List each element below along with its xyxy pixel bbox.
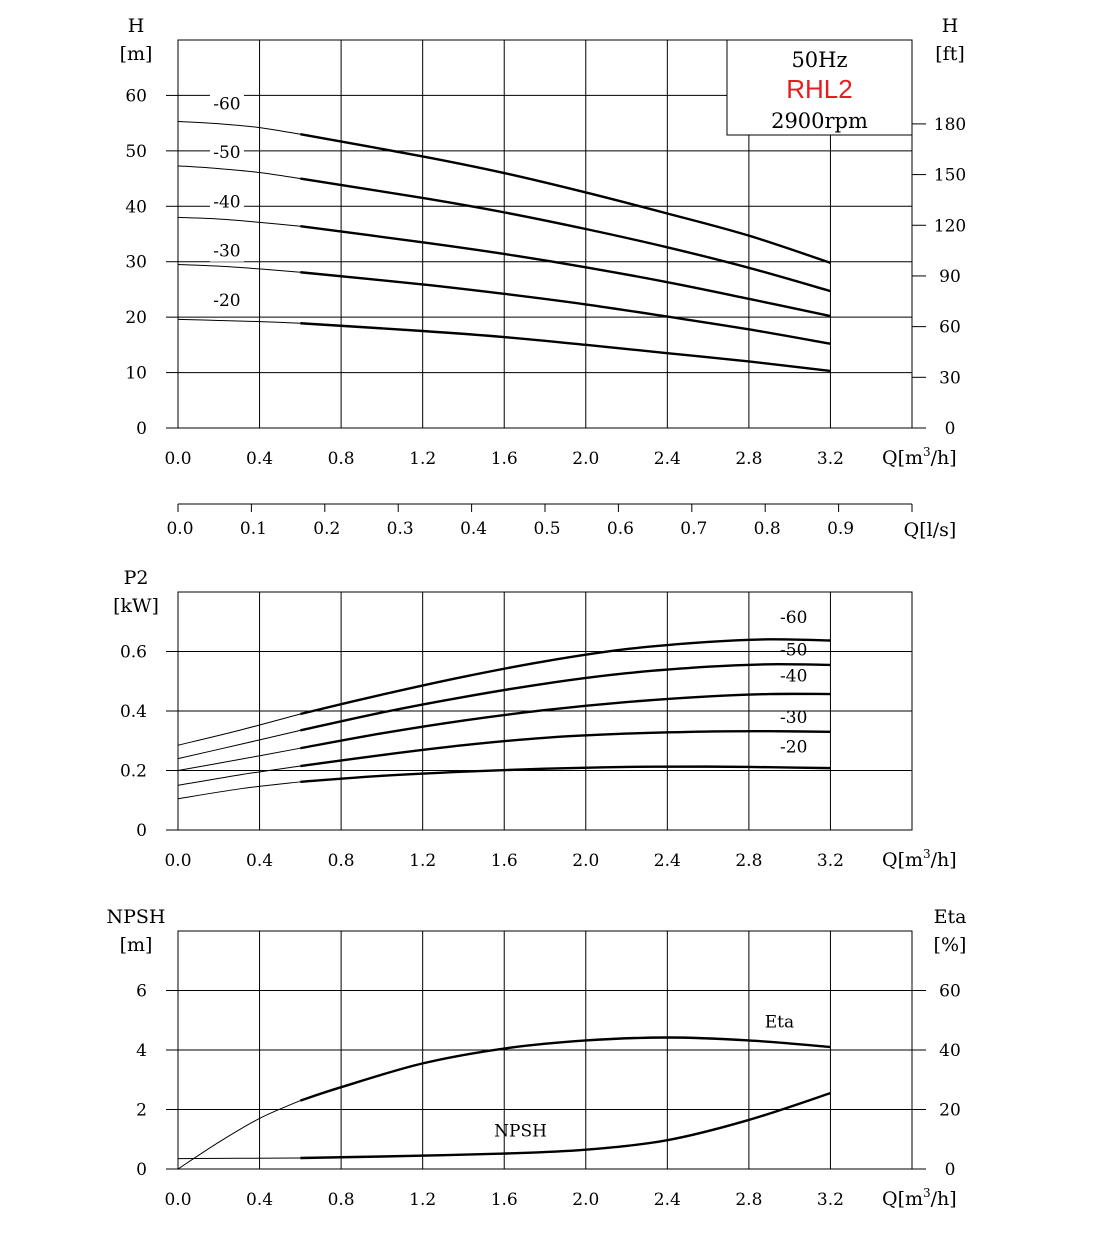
head-y-right-tick-label: 180 [933,114,967,135]
power-x-tick-label: 0.8 [327,851,355,871]
head-xlabel-sup: 3 [923,445,931,459]
head-y-right-tick-label: 150 [933,165,967,186]
power-series-20-line-thin [178,782,300,799]
npsh-eta-y-tick-label: 2 [136,1100,147,1121]
head-y-tick-label: 10 [125,363,147,384]
npsh-eta-y-right-tick-label: 0 [944,1160,956,1180]
power-x-tick-label: 2.0 [572,851,600,871]
head-series-50-line-thin [178,166,300,179]
npsh-eta-x-tick-label: 0.4 [246,1190,274,1210]
head-curve-label: -30 [213,241,241,262]
npsh-eta-x-tick-label: 1.2 [409,1190,437,1210]
power-series-20-line [300,767,830,782]
head-y-tick-label: 40 [125,197,147,218]
npsh-eta-ylabel-right-name: Eta [933,906,967,928]
npsh-eta-series-NPSH-line-thin [178,1158,300,1159]
head-xlabel-part: /h] [930,447,957,469]
head-ylabel-left-unit: [m] [119,43,153,65]
power-x-tick-label: 0.0 [164,851,192,871]
power-xlabel-part: Q[m [882,849,924,871]
head-y-tick-label: 0 [136,419,147,439]
power-ylabel-left-unit: [kW] [113,595,159,617]
power-x-tick-label: 1.2 [409,851,437,871]
flow-ls-tick-label: 0.8 [753,519,781,539]
head-x-tick-label: 0.8 [327,449,355,469]
head-curve-label: -20 [213,291,241,312]
head-curve-label: -60 [213,94,241,115]
npsh-eta-y-right-tick-label: 60 [939,981,961,1002]
head-y-right-tick-label: 0 [944,419,956,439]
head-y-right-tick-label: 120 [933,216,967,237]
npsh-eta-ylabel-left-unit: [m] [119,934,153,956]
power-y-tick-label: 0 [136,821,147,841]
head-y-tick-label: 60 [125,86,147,107]
head-ylabel-right-unit: [ft] [935,43,965,65]
power-xlabel-sup: 3 [923,847,931,861]
head-series-40-line-thin [178,217,300,226]
power-curve-label: -60 [780,608,808,629]
power-series-40-line [300,694,830,748]
head-ylabel-right-name: H [941,15,959,37]
flow-ls-tick-label: 0.0 [166,519,194,539]
npsh-eta-x-tick-label: 2.4 [653,1190,681,1210]
head-x-tick-label: 2.4 [653,449,681,469]
npsh-eta-y-tick-label: 4 [136,1041,147,1061]
head-y-right-tick-label: 60 [939,317,961,338]
head-y-tick-label: 20 [125,308,147,329]
npsh-eta-xlabel-sup: 3 [923,1186,931,1200]
head-ylabel-left-name: H [127,15,145,37]
head-y-right-tick-label: 90 [939,266,961,287]
power-x-tick-label: 2.4 [653,851,681,871]
power-series-60-line [300,639,830,714]
head-y-tick-label: 30 [125,252,147,273]
head-xlabel [882,445,957,469]
npsh-eta-ylabel-right-unit: [%] [933,934,967,956]
power-curve-label: -50 [780,640,808,661]
head-x-tick-label: 0.4 [246,449,274,469]
flow-ls-tick-label: 0.2 [313,519,341,539]
head-x-tick-label: 3.2 [816,449,844,469]
power-y-tick-label: 0.2 [119,761,147,782]
npsh-eta-xlabel-part: /h] [930,1188,957,1210]
npsh-eta-x-tick-label: 2.0 [572,1190,600,1210]
npsh-eta-curve-label: Eta [764,1012,795,1033]
npsh-eta-x-tick-label: 0.0 [164,1190,192,1210]
head-series-30-line-thin [178,264,300,272]
head-info-model: RHL2 [786,74,853,104]
power-curve-label: -30 [780,707,808,728]
power-series-50-line [300,664,830,730]
head-series-50-line [300,179,830,292]
head-x-tick-label: 2.0 [572,449,600,469]
npsh-eta-y-right-tick-label: 40 [939,1041,961,1061]
power-series-40-line-thin [178,748,300,770]
flow-ls-tick-label: 0.1 [239,519,267,539]
head-series-30-line [300,272,830,344]
flow-ls-tick-label: 0.5 [533,519,561,539]
flow-ls-tick-label: 0.4 [460,519,488,539]
head-curve-label: -40 [213,192,241,213]
head-y-tick-label: 50 [125,141,147,162]
power-y-tick-label: 0.4 [119,702,147,722]
npsh-eta-xlabel [882,1186,957,1210]
power-series-60-line-thin [178,714,300,745]
head-info-speed: 2900rpm [771,109,868,133]
head-series-20-line-thin [178,319,300,323]
power-x-tick-label: 0.4 [246,851,274,871]
npsh-eta-x-tick-label: 1.6 [490,1190,518,1210]
head-curve-label: -50 [213,143,241,164]
power-xlabel [882,847,957,871]
power-x-tick-label: 3.2 [816,851,844,871]
power-curve-label: -20 [780,737,808,758]
head-xlabel-part: Q[m [882,447,924,469]
npsh-eta-series-NPSH-line [300,1093,830,1158]
head-y-right-tick-label: 30 [939,368,961,389]
npsh-eta-ylabel-left-name: NPSH [106,906,166,928]
flow-ls-tick-label: 0.6 [606,519,634,539]
npsh-eta-y-right-tick-label: 20 [939,1100,961,1121]
npsh-eta-y-tick-label: 6 [136,981,147,1002]
power-curve-label: -40 [780,666,808,687]
power-x-tick-label: 2.8 [735,851,763,871]
head-info-freq: 50Hz [791,48,848,72]
head-series-60-line-thin [178,121,300,134]
npsh-eta-curve-label: NPSH [494,1121,547,1142]
power-series-30-line-thin [178,766,300,785]
head-x-tick-label: 0.0 [164,449,192,469]
power-series-30-line [300,731,830,766]
npsh-eta-xlabel-part: Q[m [882,1188,924,1210]
npsh-eta-x-tick-label: 2.8 [735,1190,763,1210]
flow-ls-tick-label: 0.7 [680,519,708,539]
power-ylabel-left-name: P2 [123,567,149,589]
head-x-tick-label: 1.2 [409,449,437,469]
head-x-tick-label: 2.8 [735,449,763,469]
npsh-eta-y-tick-label: 0 [136,1160,147,1180]
head-x-tick-label: 1.6 [490,449,518,469]
power-xlabel-part: /h] [930,849,957,871]
flow-ls-tick-label: 0.9 [827,519,855,539]
power-y-tick-label: 0.6 [119,642,147,663]
head-series-60-line [300,134,830,263]
npsh-eta-series-Eta-line [300,1038,830,1101]
power-series-50-line-thin [178,730,300,758]
flow-ls-tick-label: 0.3 [386,519,414,539]
flow-ls-xlabel: Q[l/s] [903,519,957,541]
npsh-eta-x-tick-label: 3.2 [816,1190,844,1210]
flow-ls-axis [178,504,912,512]
power-x-tick-label: 1.6 [490,851,518,871]
npsh-eta-x-tick-label: 0.8 [327,1190,355,1210]
